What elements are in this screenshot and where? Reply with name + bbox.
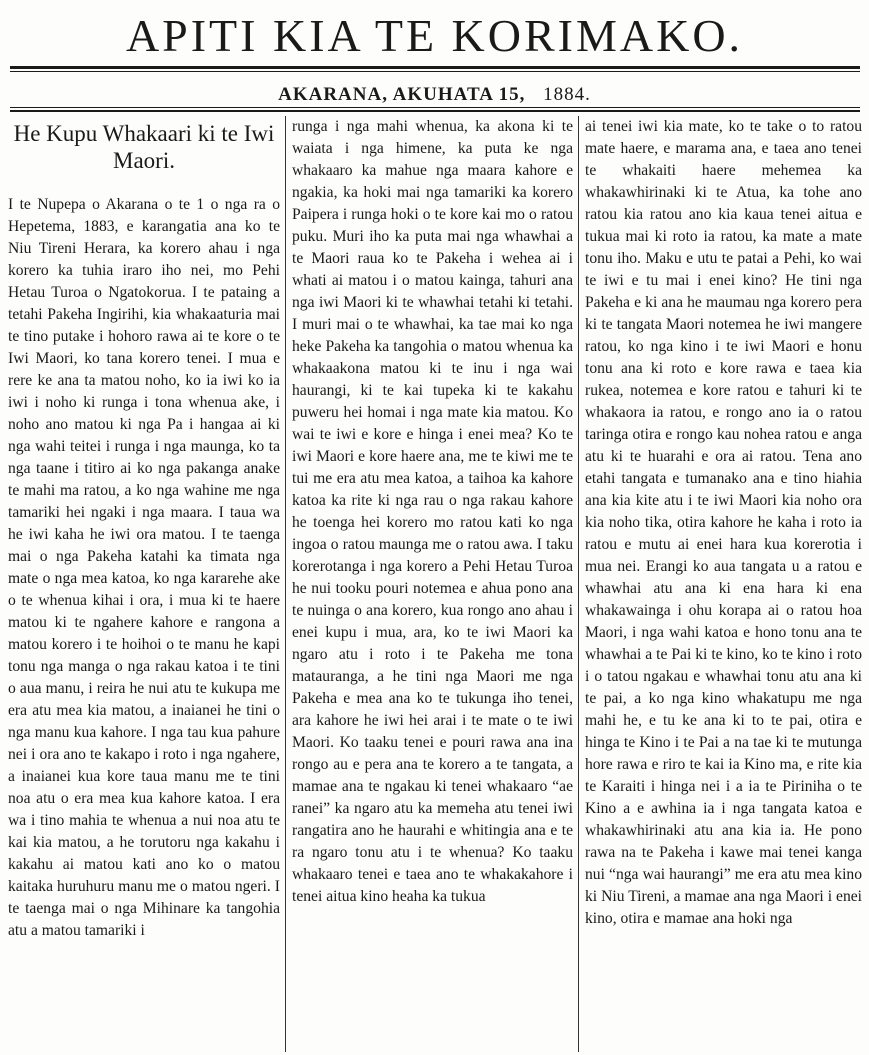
dateline-day: 15, bbox=[498, 84, 526, 105]
article-column-2-text: runga i nga mahi whenua, ka akona ki te waiata i nga himene, ka puta ke nga whakaaro ka mahue nga maara kahore e ngakia, ka hoki mai nga tamariki ka korero Paipera i runga hoki o te kore kai mo o ratou puku. Muri iho ka puta mai nga whawhai a te Maori raua ko te Pakeha i wehea ai i whati ai matou i o matou kainga, tahuri ana nga iwi Maori ki te whawhai tetahi ki tetahi. I muri mai o te whawhai, ka tae mai ko nga heke Pakeha ka tangohia o matou whenua ka whakaakona matou ki te inu i nga wai haurangi, ki te kai tupeka ki te kakahu puweru hei homai i nga mate kia matou. Ko wai te iwi e kore e hinga i enei mea? Ko te iwi Maori e kore haere ana, me te kiwi me te tui me era atu mea katoa, a taihoa ka kahore katoa ka rite ki nga rau o nga rakau kahore he toenga hei korero mo ratou kati ko nga ingoa o ratou maunga me o ratou awa. I taku korerotanga i nga korero a Pehi Hetau Turoa he nui tooku pouri notemea e ahua pono ana te nuinga o ana korero, kua rongo ano ahau i enei kupu i mua, ara, ko te iwi Maori ka ngaro atu i roto i te Pakeha me tona matauranga, a he tini nga Maori me nga Pakeha e mea ana ko te tukunga iho tenei, ara kahore he iwi hei arai i te mate o te iwi Maori. Ko taaku tenei e pouri rawa ana ina rongo au e pera ana te korero a te tangata, a mamae ana te ngakau ki tenei whakaaro “ae ranei” ka ngaro atu ka memeha atu tenei iwi rangatira ano he haurahi e whitingia ana e te ra ngaro tonu atu i te whenua? Ko taaku whakaaro tenei e taea ano te whakakahore i tenei aitua kino heaha ka tukua bbox=[292, 118, 573, 905]
column-divider bbox=[285, 116, 286, 1052]
article-column-3-text: ai tenei iwi kia mate, ko te take o to ratou mate haere, e marama ana, e taea ano tenei te whakaiti haere mehemea ka whakawhirinaki ki te Atua, ka tohe ano ratou kia ratou ano kia kaua tenei aitua e tukua mai ki roto ia ratou, ka mate a mate tonu iho. Maku e utu te patai a Pehi, ko wai te iwi e tu mai i enei kino? He tini nga Pakeha e ki ana he maumau nga korero pera ki te tangata Maori notemea he iwi mangere ratou, ko nga kino i te iwi Maori e honu tonu ana ki roto e kore rawa e taea kia rukea, notemea e kore ratou e tahuri ki te whakaora ia ratou, e rongo ano ia o ratou taringa otira e rongo kau nohea ratou e anga atu ki te huarahi e ora ai ratou. Tena ano etahi tangata e tumanako ana e tino hiahia ana kia kite atu i te iwi Maori kia noho ora kia noho tika, otira kahore he kaha i roto ia ratou e mutu ai enei hara kua korerotia i mua nei. Erangi ko aua tangata u a ratou e whawhai atu ana ki ena hara ki ena whakawainga i ohu korapa ai o ratou hoa Maori, i nga wahi katoa e hono tonu ana te whawhai a te Pai ki te kino, ko te kino i roto i o tatou ngakau e whawhai tonu atu ana ki te pai, a ko nga kino whakatupu me nga mahi he, e tu ke ana ki to te pai, otira e hinga te Kino i te Pai a na tae ki te mutunga hore rawa e riro te kai ia Kino ma, e rite kia te Karaiti i hinga nei i a ia te Piriniha o te Kino a e awhina ia i nga tangata katoa e whakawhirinaki atu ana kia ia. He pono rawa na te Pakeha i kawe mai tenei kanga nui “nga wai haurangi” me era atu mea kino ki Niu Tireni, a mamae ana nga Maori i enei kino, otira e mamae ana hoki nga bbox=[585, 118, 862, 927]
dateline-rule-thin bbox=[10, 107, 860, 108]
dateline-year: 1884. bbox=[543, 84, 591, 105]
article-column-1 bbox=[8, 116, 280, 1052]
dateline-place-date: AKARANA, AKUHATA bbox=[278, 84, 493, 105]
article-column-1-text: I te Nupepa o Akarana o te 1 o nga ra o Hepetema, 1883, e karangatia ana ko te Niu Tireni Herara, ka korero ahau i nga korero ka tuhia iraro iho nei, mo Pehi Hetau Turoa o Ngatokorua. I te pataing a tetahi Pakeha Ingirihi, kia whakaaturia mai te tino putake i hohoro rawa ai te kore o te Iwi Maori, ko tana korero tenei. I mua e rere ke ana ta matou noho, ko ia iwi ko ia iwi i noho ki runga i tona whenua ake, i noho ano matou ki nga Pa i hangaa ai ki nga wahi teitei i runga i nga maunga, ko ta nga taane i titiro ai ko nga pakanga anake te mahi ma ratou, a ko nga wahine me nga tamariki hei ngaki i nga maara. I taua wa he iwi kaha he iwi ora matou. I te taenga mai o nga Pakeha katahi ka timata nga mate o nga mea katoa, ko nga kararehe ake o te whenua kihai i ora, i mua ki te haere matou ki te ngahere kahore e rangona a matou korero i te hoihoi o te manu he kapi tonu nga manga o nga rakau katoa i te tini o aua manu, i reira he nui atu te kukupa me era atu mea kia matou, a inaianei he tini o nga manu kua kahore. I nga tau kua pahure nei i ora ano te kakapo i roto i nga ngahere, a inaianei kua kore taua manu me te tini noa atu o era mea kua kahore katoa. I era wa i tino mahia te whenua a nui noa atu te kai kia matou, a he torutoru nga kakahu i kakahu ai matou kati ano ko o matou kaitaka huruhuru manu me o matou ngeri. I te taenga mai o nga Mihinare ka tangohia atu a matou tamariki i bbox=[8, 196, 280, 939]
article-column-3 bbox=[585, 116, 862, 1052]
masthead-rule-thin bbox=[10, 71, 860, 72]
article-column-2 bbox=[292, 116, 573, 1052]
masthead-title: APITI KIA TE KORIMAKO. bbox=[125, 10, 744, 61]
dateline bbox=[0, 84, 869, 106]
masthead-rule-thick bbox=[10, 66, 860, 69]
article-headline: He Kupu Whakaari ki te Iwi Maori. bbox=[13, 121, 275, 173]
column-divider bbox=[578, 116, 579, 1052]
dateline-rule-thick bbox=[10, 110, 860, 112]
